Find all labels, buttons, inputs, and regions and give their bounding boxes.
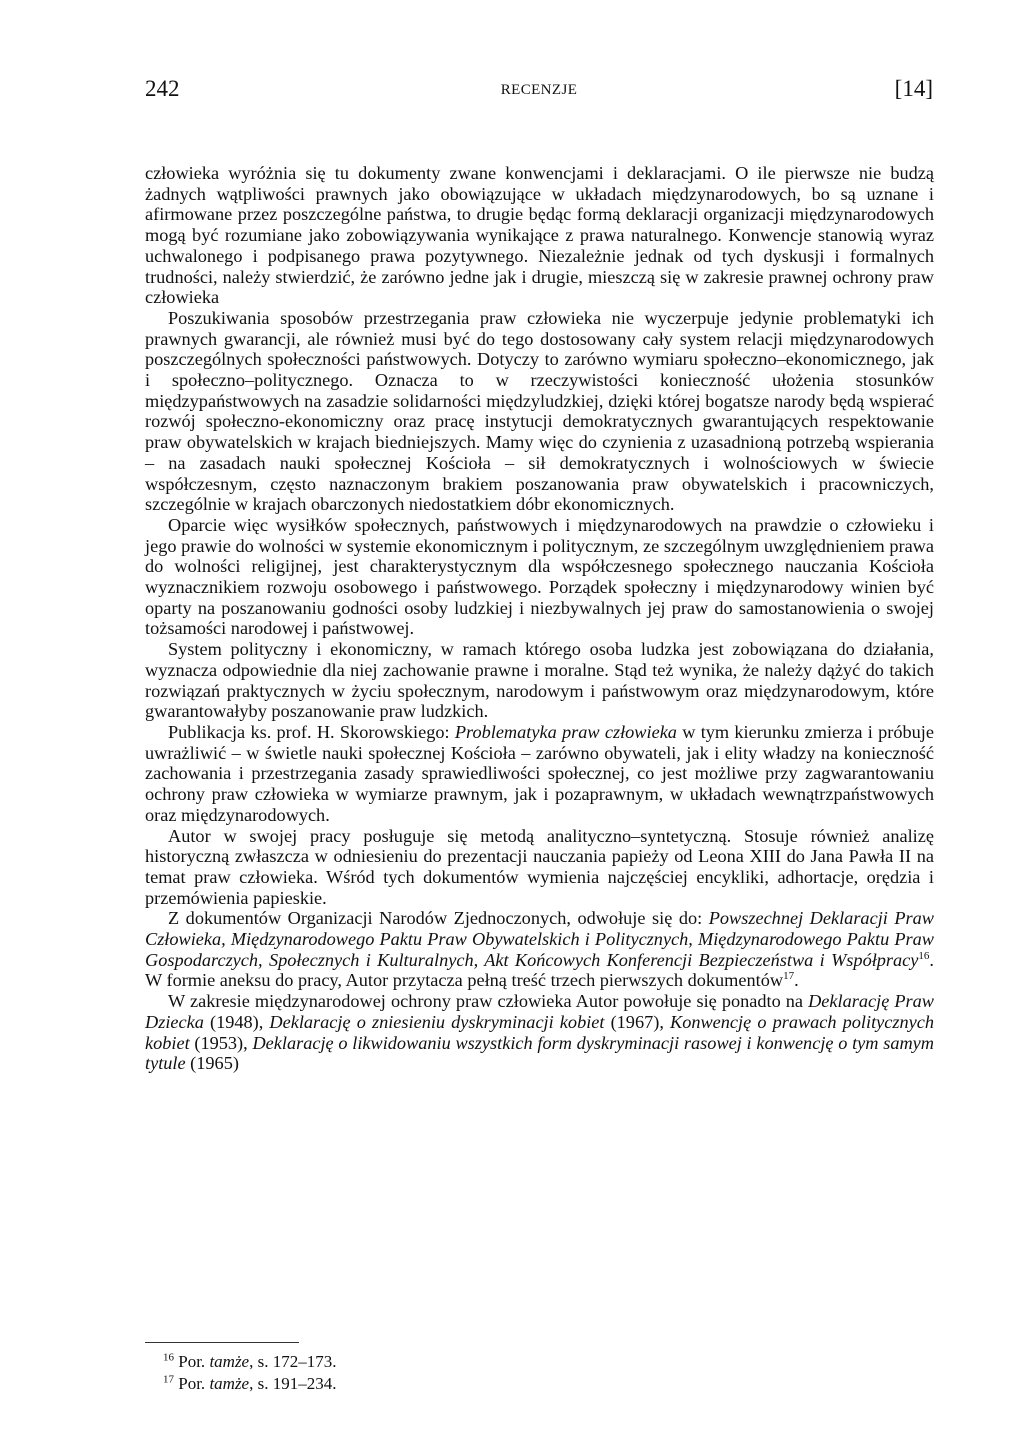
text-run: Autor w swojej pracy posługuje się metodą analityczno–syntetyczną. Stosuje również analizę historyczną zwłaszcza w odniesieniu do prezentacji nauczania papieży od Leona XIII do Jana Pawła II na temat praw człowieka. Wśród tych dokumentów wymienia najczęściej encykliki, adhortacje, orędzia i przemówienia papieskie. xyxy=(145,825,934,908)
footnote-ref: 16 xyxy=(163,1351,174,1364)
text-run: Poszukiwania sposobów przestrzegania praw człowieka nie wyczerpuje jedynie problematyki ich prawnych gwarancji, ale również musi być do tego dostosowany cały system relacji międzynarodowych poszczególnych społeczności państwowych. Dotyczy to zarówno wymiaru społeczno–ekonomicznego, jak i społeczno–politycznego. Oznacza to w rzeczywistości konieczność ułożenia stosunków międzypaństwowych na zasadzie solidarności międzyludzkiej, dzięki której bogatsze narody będą wspierać rozwój społeczno-ekonomiczny oraz pracę instytucji demokratycznych gwarantujących respektowanie praw obywatelskich w krajach biedniejszych. Mamy więc do czynienia z uzasadnioną potrzebą wspierania – na zasadach nauki społecznej Kościoła – sił demokratycznych i wolnościowych w świecie współczesnym, często naznaczonym brakiem poszanowania praw obywatelskich i pracowniczych, szczególnie w krajach obarczonych niedostatkiem dóbr ekonomicznych. xyxy=(145,307,934,515)
running-title: RECENZJE xyxy=(500,82,578,98)
text-run: Por. xyxy=(174,1352,210,1371)
text-run: Por. xyxy=(174,1374,210,1393)
footnote xyxy=(145,1373,934,1395)
footnote-ref: 17 xyxy=(783,970,795,983)
text-run: Z dokumentów Organizacji Narodów Zjednoczonych, odwołuje się do: xyxy=(168,908,709,929)
text-run: W zakresie międzynarodowej ochrony praw człowieka Autor powołuje się ponadto na xyxy=(168,991,809,1012)
paragraph xyxy=(145,639,934,722)
text-run: człowieka wyróżnia się tu dokumenty zwane konwencjami i deklaracjami. O ile pierwsze nie budzą żadnych wątpliwości prawnych jako obowiązujące w układach międzynarodowych, bo są uznane i afirmowane przez poszczególne państwa, to drugie będąc formą deklaracji organizacji międzynarodowych mogą być rozumiane jako zobowiązywania wynikające z prawa naturalnego. Konwencje stanowią wyraz uchwalonego i podpisanego prawa pozytywnego. Niezależnie jednak od tych dyskusji i formalnych trudności, należy stwierdzić, że zarówno jedne jak i drugie, mieszczą się w zakresie prawnej ochrony praw człowieka xyxy=(145,163,934,308)
section-number: [14] xyxy=(894,76,933,101)
text-run: Publikacja ks. prof. H. Skorowskiego: xyxy=(168,721,455,742)
italic-title: Deklarację o likwidowaniu wszystkich form dyskryminacji rasowej i konwencję o tym samym tytule xyxy=(145,1032,934,1074)
italic-title: tamże xyxy=(209,1352,250,1371)
text-run: (1948), xyxy=(203,1011,270,1032)
body-text xyxy=(145,163,934,1074)
footnotes xyxy=(145,1351,934,1395)
italic-title: Deklarację Praw Dziecka xyxy=(145,991,934,1032)
footnote-ref: 17 xyxy=(163,1373,174,1386)
italic-title: Deklarację o zniesieniu dyskryminacji kobiet xyxy=(269,1011,605,1032)
text-run: (1965) xyxy=(185,1053,239,1074)
text-run: (1953), xyxy=(189,1032,253,1053)
italic-title: Konwencję o prawach politycznych kobiet xyxy=(145,1011,935,1053)
italic-title: Powszechnej Deklaracji Praw Człowieka, Międzynarodowego Paktu Praw Obywatelskich i Politycznych, Międzynarodowego Paktu Praw Gospodarczych, Społecznych i Kulturalnych, Akt Końcowych Konferencji Bezpieczeństwa i Współpracy xyxy=(145,908,934,970)
paragraph xyxy=(145,908,934,991)
footnote xyxy=(145,1351,934,1373)
italic-title: Problematyka praw człowieka xyxy=(454,721,677,742)
footnote-ref: 16 xyxy=(918,949,930,962)
paragraph xyxy=(145,826,934,909)
text-run: , s. 172–173. xyxy=(249,1352,337,1371)
text-run: w tym kierunku zmierza i próbuje uwrażliwić – w świetle nauki społecznej Kościoła – zarówno obywateli, jak i elity władzy na konieczność zachowania i przestrzegania zasady sprawiedliwości społecznej, co jest możliwe przy zagwarantowaniu ochrony praw człowieka w wymiarze prawnym, jak i pozaprawnym, w układach wewnątrzpaństwowych oraz międzynarodowych. xyxy=(145,721,934,825)
text-run: (1967), xyxy=(604,1011,670,1032)
paragraph xyxy=(145,515,934,639)
text-run: . xyxy=(794,970,799,991)
text-run: System polityczny i ekonomiczny, w ramach którego osoba ludzka jest zobowiązana do działania, wyznacza odpowiednie dla niej zachowanie prawne i moralne. Stąd też wynika, że należy dążyć do takich rozwiązań praktycznych w życiu społecznym, narodowym i państwowym oraz międzynarodowym, które gwarantowałyby poszanowanie praw ludzkich. xyxy=(145,639,934,722)
text-run: . W formie aneksu do pracy, Autor przytacza pełną treść trzech pierwszych dokumentów xyxy=(145,949,934,991)
text-run: Oparcie więc wysiłków społecznych, państwowych i międzynarodowych na prawdzie o człowieku i jego prawie do wolności w systemie ekonomicznym i politycznym, ze szczególnym uwzględnieniem prawa do wolności religijnej, jest charakterystycznym dla współczesnego społecznego nauczania Kościoła wyznacznikiem rozwoju osobowego i państwowego. Porządek społeczny i międzynarodowy winien być oparty na poszanowaniu godności osoby ludzkiej i niezbywalnych jej praw do samostanowienia o swojej tożsamości narodowej i państwowej. xyxy=(145,514,934,639)
footnote-separator xyxy=(145,1342,299,1343)
paragraph xyxy=(145,991,934,1074)
text-run: , s. 191–234. xyxy=(249,1374,337,1393)
paragraph xyxy=(145,722,934,826)
paragraph xyxy=(145,163,934,308)
italic-title: tamże xyxy=(209,1374,250,1393)
page-number: 242 xyxy=(145,76,180,101)
paragraph xyxy=(145,308,934,515)
page-header xyxy=(145,76,933,116)
